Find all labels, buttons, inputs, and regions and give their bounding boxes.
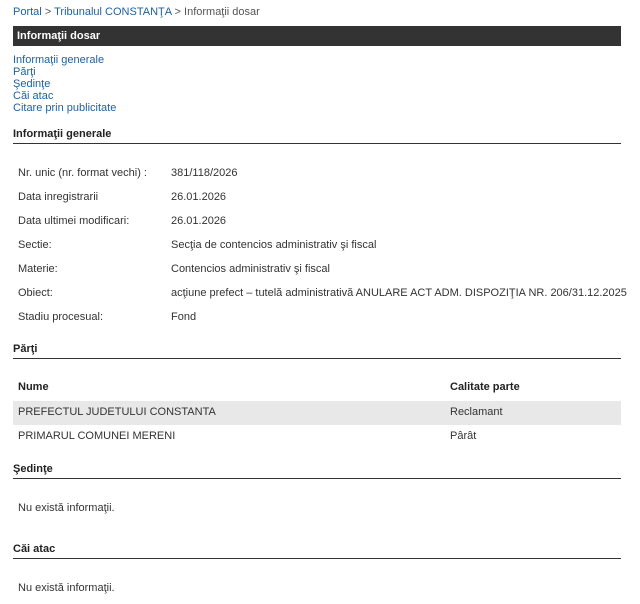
breadcrumb-separator: > xyxy=(174,6,185,18)
nav-link-informatii-generale[interactable]: Informaţii generale xyxy=(13,54,105,66)
section-heading-parti: Părţi xyxy=(13,343,621,359)
field-value: Fond xyxy=(171,311,197,323)
party-name: PREFECTUL JUDETULUI CONSTANTA xyxy=(18,406,216,418)
field-value: Secţia de contencios administrativ şi fiscal xyxy=(171,239,377,251)
breadcrumb-portal-link[interactable]: Portal xyxy=(13,6,42,18)
breadcrumb-court-link[interactable]: Tribunalul CONSTANŢA xyxy=(54,6,172,18)
nav-link-sedinte[interactable]: Şedinţe xyxy=(13,78,51,90)
page-title: Informaţii dosar xyxy=(13,26,621,46)
field-label: Data inregistrarii xyxy=(18,191,99,203)
table-header-calitate: Calitate parte xyxy=(450,381,520,393)
field-value: 26.01.2026 xyxy=(171,215,227,227)
party-role: Pârât xyxy=(450,430,477,442)
section-nav xyxy=(13,54,116,114)
nav-link-citare[interactable]: Citare prin publicitate xyxy=(13,102,117,114)
table-row xyxy=(13,425,621,449)
table-row xyxy=(13,401,621,425)
breadcrumb-current: Informaţii dosar xyxy=(184,6,260,18)
field-value: 26.01.2026 xyxy=(171,191,227,203)
field-value: acţiune prefect – tutelă administrativă ANULARE ACT ADM. DISPOZIŢIA NR. 206/31.12.2025 xyxy=(171,287,627,299)
nav-link-parti[interactable]: Părţi xyxy=(13,66,36,78)
field-label: Nr. unic (nr. format vechi) : xyxy=(18,167,147,179)
field-value: Contencios administrativ şi fiscal xyxy=(171,263,330,275)
field-label: Stadiu procesual: xyxy=(18,311,103,323)
party-name: PRIMARUL COMUNEI MERENI xyxy=(18,430,176,442)
section-heading-cai-atac: Căi atac xyxy=(13,543,621,559)
sedinte-empty-message: Nu există informaţii. xyxy=(18,502,115,514)
field-label: Materie: xyxy=(18,263,58,275)
breadcrumb-separator: > xyxy=(44,6,55,18)
field-label: Data ultimei modificari: xyxy=(18,215,130,227)
party-role: Reclamant xyxy=(450,406,503,418)
breadcrumb xyxy=(13,6,260,18)
field-label: Sectie: xyxy=(18,239,52,251)
cai-atac-empty-message: Nu există informaţii. xyxy=(18,582,115,594)
field-label: Obiect: xyxy=(18,287,53,299)
field-value: 381/118/2026 xyxy=(171,167,238,179)
nav-link-cai-atac[interactable]: Căi atac xyxy=(13,90,54,102)
section-heading-sedinte: Şedinţe xyxy=(13,463,621,479)
section-heading-general: Informaţii generale xyxy=(13,128,621,144)
table-header-nume: Nume xyxy=(18,381,49,393)
